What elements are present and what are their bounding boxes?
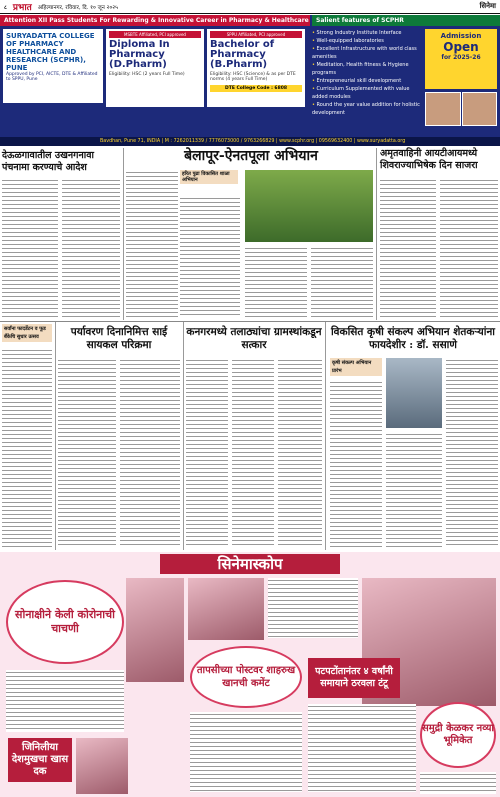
cinema-section — [0, 552, 500, 797]
article-body — [446, 358, 498, 548]
article-body — [386, 432, 442, 548]
story-body — [308, 704, 416, 792]
article-body — [232, 358, 274, 548]
speaker-photo — [386, 358, 442, 428]
story-body — [420, 772, 496, 794]
feature-item: • Meditation, Health fitness & Hygiene programs — [312, 61, 424, 77]
article-body — [186, 358, 228, 548]
article-body — [2, 178, 58, 318]
article-title: पर्यावरण दिनानिमित्त साई सायकल परिक्रमा — [70, 326, 168, 351]
college-approval: Approved by PCI, AICTE, DTE & Affiliated to SPPU, Pune — [6, 72, 98, 82]
edition-meta: अहिल्यानगर, रविवार, दि. १० जून २०२५ — [37, 4, 118, 11]
article-body — [180, 196, 240, 318]
cinema-title: सिनेमास्कोप — [160, 554, 340, 574]
diploma-badge: MSBTE Affiliated, PCI approved — [109, 31, 201, 38]
ad-salient-heading: Salient features of SCPHR — [312, 15, 500, 26]
bachelor-badge: SPPU Affiliated, PCI approved — [210, 31, 302, 38]
story-headline: समुद्री केळकर नव्या भूमिकेत — [420, 702, 496, 768]
article-body — [440, 178, 498, 318]
article-body — [120, 358, 180, 548]
section-label: सिनेमा — [479, 2, 496, 10]
page-number: ८ — [4, 4, 7, 11]
admission-badge — [425, 29, 497, 89]
article-title: अमृतवाहिनी आयटीआयमध्ये शिवराज्याभिषेक दिन साजरा — [380, 148, 478, 171]
diploma-card — [106, 29, 204, 107]
story-headline: जिनिलीया देशमुखचा खास दक — [8, 738, 72, 782]
feature-item: • Strong Industry Institute Interface — [312, 29, 424, 37]
student-photo — [462, 92, 497, 126]
admission-open: Open — [443, 40, 479, 54]
article-title: देऊळगावातील उखनगनावा पंचनामा करण्याचे आदेश — [2, 150, 94, 173]
story-body — [268, 578, 358, 638]
college-box — [3, 29, 103, 103]
article-body — [2, 348, 52, 548]
college-advertisement — [0, 15, 500, 146]
feature-item: • Curriculum Supplemented with value added modules — [312, 85, 424, 101]
actress-photo — [188, 578, 264, 640]
column-rule — [376, 148, 377, 320]
diploma-title: Diploma In Pharmacy (D.Pharm) — [109, 39, 170, 70]
dte-code: DTE College Code : 6808 — [210, 85, 302, 92]
article-tag: कृषी संकल्प अभियान प्रारंभ — [330, 358, 382, 376]
ad-address: Bavdhan, Pune 71, INDIA | M : 7262011339 / 7776073000 / 9763266829 | www.scphr.org | 09569632400 | www.suryadatta.org — [0, 137, 500, 146]
feature-item: • Round the year value addition for holistic development — [312, 101, 424, 117]
story-headline: सोनाक्षीने केली कोरोनाची चाचणी — [6, 580, 124, 664]
article-body — [278, 358, 322, 548]
article-tag: हरित पुढा विकासित शाळा अभियान — [180, 170, 238, 184]
diploma-eligibility: Eligibility: HSC (2 years Full Time) — [109, 72, 185, 77]
column-rule — [123, 148, 124, 320]
features-list — [312, 29, 424, 117]
row-divider — [0, 321, 500, 322]
bachelor-title: Bachelor of Pharmacy (B.Pharm) — [210, 39, 275, 70]
article-body — [62, 178, 120, 318]
article-title: विकसित कृषी संकल्प अभियान शेतकऱ्यांना फायदेशीर : डॉ. ससाणे — [330, 326, 496, 351]
article-body — [58, 358, 116, 548]
masthead — [0, 0, 500, 14]
bachelor-eligibility: Eligibility: HSC (Science) & as per DTE norms (4 years Full Time) — [210, 72, 296, 82]
article-title: बेलापूर-ऐनतपूला अभियान — [184, 148, 318, 164]
college-name: SURYADATTA COLLEGE OF PHARMACY HEALTHCARE AND RESEARCH (SCPHR), PUNE — [6, 32, 95, 72]
article-body — [380, 178, 436, 318]
column-rule — [183, 322, 184, 550]
admission-word: Admission — [440, 32, 482, 40]
story-body — [6, 670, 124, 732]
story-headline: पटपटोंतानंतर ४ वर्षांनी समायाने ठरवला टंटू — [308, 658, 400, 698]
ad-headline: Attention XII Pass Students For Rewarding & Innovative Career in Pharmacy & Healthcare — [0, 15, 310, 26]
column-rule — [55, 322, 56, 550]
feature-item: • Entrepreneurial skill development — [312, 77, 424, 85]
actress-photo — [76, 738, 128, 794]
feature-item: • Well-equipped laboratories — [312, 37, 424, 45]
column-rule — [325, 322, 326, 550]
actress-photo — [126, 578, 184, 682]
article-body — [245, 246, 307, 318]
student-photo — [425, 92, 461, 126]
bachelor-card — [207, 29, 305, 107]
article-body — [311, 246, 373, 318]
article-body — [126, 170, 178, 318]
article-tag: सर्वांना फादर्डेटन व फूड बँकेचि सुधार उत्सव — [2, 324, 52, 342]
story-headline: तापसीच्या पोस्टवर शाहरुख खानची कमेंट — [190, 646, 302, 708]
admission-year: for 2025-26 — [441, 54, 481, 61]
newspaper-logo: प्रभात — [12, 3, 32, 13]
article-title: कनगरमध्ये तलाठ्यांचा ग्रामस्थांकडून सत्कार — [186, 326, 322, 351]
plantation-photo — [245, 170, 373, 242]
story-body — [190, 712, 302, 792]
feature-item: • Excellent Infrastructure with world class amenities — [312, 45, 424, 61]
article-body — [330, 380, 382, 548]
